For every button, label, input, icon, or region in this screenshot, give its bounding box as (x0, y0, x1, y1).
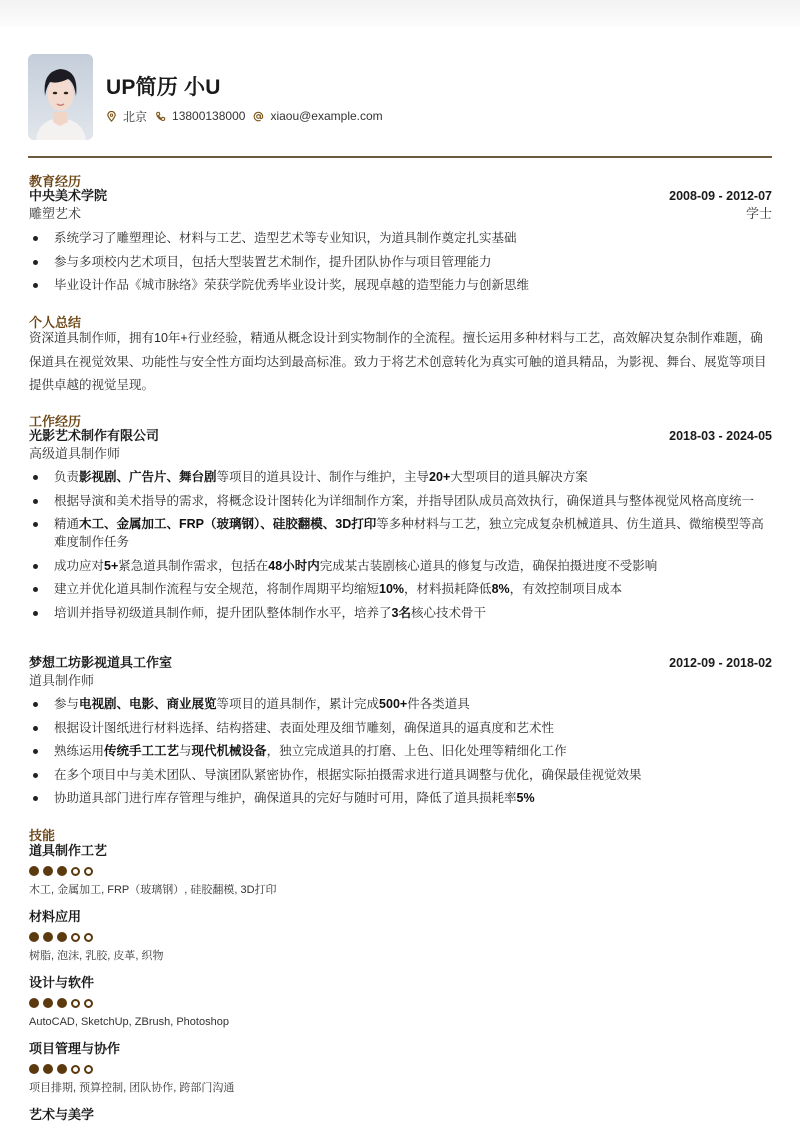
job-title: 高级道具制作师 (29, 446, 121, 461)
rating-dot-empty-icon (71, 933, 80, 942)
contact-list (106, 108, 391, 125)
section-title-skills: 技能 (29, 828, 56, 843)
contact-location (106, 108, 147, 125)
rating-dot-filled-icon (57, 866, 67, 876)
rating-dot-empty-icon (84, 999, 93, 1008)
skill-rating (29, 1064, 772, 1074)
skill-name: 艺术与美学 (29, 1107, 95, 1122)
rating-dot-empty-icon (84, 1065, 93, 1074)
company-name: 梦想工坊影视道具工作室 (29, 655, 173, 670)
portrait-image (28, 54, 93, 140)
section-title-summary: 个人总结 (29, 315, 82, 330)
list-item: 参与多项校内艺术项目，包括大型装置艺术制作，提升团队协作与项目管理能力 (29, 253, 772, 271)
work-item-0 (29, 427, 772, 627)
skill-name: 道具制作工艺 (29, 843, 108, 858)
job-title: 道具制作师 (29, 673, 95, 688)
skill-item-1 (29, 908, 772, 963)
skill-rating (29, 998, 772, 1008)
skill-detail: AutoCAD, SketchUp, ZBrush, Photoshop (29, 1016, 229, 1028)
degree: 学士 (745, 206, 772, 221)
rating-dot-filled-icon (43, 866, 53, 876)
section-title-education: 教育经历 (29, 174, 82, 189)
skill-name: 材料应用 (29, 909, 82, 924)
work-date: 2018-03 - 2024-05 (669, 429, 772, 443)
rating-dot-filled-icon (43, 998, 53, 1008)
rating-dot-filled-icon (29, 1064, 39, 1074)
skill-name: 项目管理与协作 (29, 1041, 121, 1056)
section-title-work: 工作经历 (29, 414, 82, 429)
skill-item-3 (29, 1040, 772, 1095)
list-item: 负责影视剧、广告片、舞台剧等项目的道具设计、制作与维护，主导20+大型项目的道具解决方案 (29, 468, 772, 486)
work-bullets (29, 468, 772, 622)
phone-icon (155, 111, 166, 122)
company-name: 光影艺术制作有限公司 (29, 428, 160, 443)
list-item: 毕业设计作品《城市脉络》荣获学院优秀毕业设计奖，展现卓越的造型能力与创新思维 (29, 276, 772, 294)
resume-header (28, 54, 391, 140)
education-bullets (29, 229, 772, 294)
rating-dot-filled-icon (57, 998, 67, 1008)
school-name: 中央美术学院 (29, 188, 108, 203)
email-text: xiaou@example.com (270, 109, 383, 123)
rating-dot-filled-icon (29, 998, 39, 1008)
skill-detail: 树脂, 泡沫, 乳胶, 皮革, 织物 (29, 950, 164, 962)
work-date: 2012-09 - 2018-02 (669, 656, 772, 670)
rating-dot-filled-icon (57, 1064, 67, 1074)
rating-dot-filled-icon (57, 932, 67, 942)
skill-rating (29, 932, 772, 942)
list-item: 培训并指导初级道具制作师，提升团队整体制作水平，培养了3名核心技术骨干 (29, 604, 772, 622)
list-item: 协助道具部门进行库存管理与维护，确保道具的完好与随时可用，降低了道具损耗率5% (29, 789, 772, 807)
skill-detail: 木工, 金属加工, FRP（玻璃钢）, 硅胶翻模, 3D打印 (29, 884, 277, 896)
rating-dot-filled-icon (43, 1064, 53, 1074)
candidate-name: UP简历 小U (106, 75, 221, 99)
location-text: 北京 (123, 109, 148, 124)
list-item: 根据设计图纸进行材料选择、结构搭建、表面处理及细节雕刻，确保道具的逼真度和艺术性 (29, 719, 772, 737)
education-item (29, 187, 772, 300)
header-info (106, 74, 391, 125)
summary-text: 资深道具制作师，拥有10年+行业经验，精通从概念设计到实物制作的全流程。擅长运用多种材料与工艺，高效解决复杂制作难题，确保道具在视觉效果、功能性与安全性方面均达到最高标准。致力于将艺术创意转化为真实可触的道具精品，为影视、舞台、展览等项目提供卓越的视觉呈现。 (29, 331, 767, 392)
rating-dot-empty-icon (71, 1065, 80, 1074)
rating-dot-empty-icon (71, 867, 80, 876)
education-date: 2008-09 - 2012-07 (669, 189, 772, 203)
skill-item-4 (29, 1106, 772, 1124)
major: 雕塑艺术 (29, 206, 82, 221)
list-item: 系统学习了雕塑理论、材料与工艺、造型艺术等专业知识，为道具制作奠定扎实基础 (29, 229, 772, 247)
skill-item-0 (29, 842, 772, 897)
location-pin-icon (106, 111, 117, 122)
contact-phone[interactable] (155, 109, 245, 123)
contact-email[interactable] (253, 109, 382, 123)
phone-text: 13800138000 (172, 109, 246, 123)
work-item-1 (29, 654, 772, 813)
rating-dot-filled-icon (29, 932, 39, 942)
rating-dot-empty-icon (84, 867, 93, 876)
list-item: 精通木工、金属加工、FRP（玻璃钢）、硅胶翻模、3D打印等多种材料与工艺，独立完成复杂机械道具、仿生道具、微缩模型等高难度制作任务 (29, 515, 772, 551)
list-item: 参与电视剧、电影、商业展览等项目的道具制作，累计完成500+件各类道具 (29, 695, 772, 713)
rating-dot-empty-icon (71, 999, 80, 1008)
header-divider (28, 156, 772, 158)
work-bullets (29, 695, 772, 807)
rating-dot-filled-icon (43, 932, 53, 942)
list-item: 成功应对5+紧急道具制作需求，包括在48小时内完成某古装剧核心道具的修复与改造，确保拍摄进度不受影响 (29, 557, 772, 575)
top-band (0, 0, 800, 26)
list-item: 建立并优化道具制作流程与安全规范，将制作周期平均缩短10%，材料损耗降低8%，有效控制项目成本 (29, 580, 772, 598)
rating-dot-filled-icon (29, 866, 39, 876)
list-item: 熟练运用传统手工工艺与现代机械设备，独立完成道具的打磨、上色、旧化处理等精细化工作 (29, 742, 772, 760)
skill-item-2 (29, 974, 772, 1029)
skill-detail: 项目排期, 预算控制, 团队协作, 跨部门沟通 (29, 1082, 235, 1094)
list-item: 在多个项目中与美术团队、导演团队紧密协作，根据实际拍摄需求进行道具调整与优化，确保最佳视觉效果 (29, 766, 772, 784)
at-sign-icon (253, 111, 264, 122)
list-item: 根据导演和美术指导的需求，将概念设计图转化为详细制作方案，并指导团队成员高效执行，确保道具与整体视觉风格高度统一 (29, 492, 772, 510)
skill-name: 设计与软件 (29, 975, 95, 990)
skill-rating (29, 866, 772, 876)
avatar (28, 54, 93, 140)
rating-dot-empty-icon (84, 933, 93, 942)
